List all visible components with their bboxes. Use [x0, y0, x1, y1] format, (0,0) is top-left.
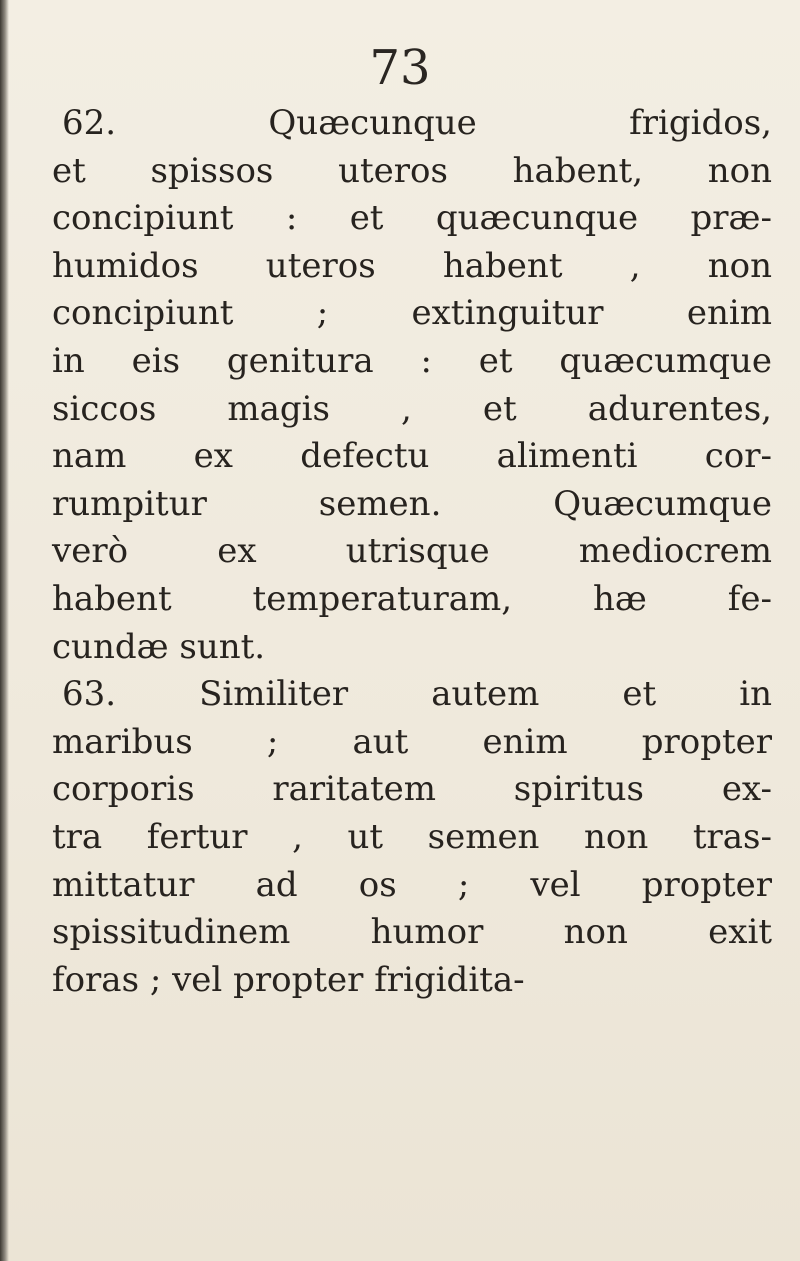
text-line: in eis genitura : et quæcumque	[52, 340, 772, 381]
text-line: maribus ; aut enim propter	[52, 721, 772, 762]
page-number: 73	[369, 40, 431, 96]
text-line: verò ex utrisque mediocrem	[52, 531, 772, 572]
text-line: mittatur ad os ; vel propter	[52, 864, 772, 905]
text-line: nam ex defectu alimenti cor-	[52, 436, 772, 477]
body-text	[52, 100, 772, 1004]
text-line: 63. Similiter autem et in	[62, 674, 772, 715]
text-line: habent temperaturam, hæ fe-	[52, 578, 772, 619]
text-line: et spissos uteros habent, non	[52, 150, 772, 191]
text-line: corporis raritatem spiritus ex-	[52, 769, 772, 810]
text-line: spissitudinem humor non exit	[52, 912, 772, 953]
text-line: tra fertur , ut semen non tras-	[52, 816, 772, 857]
text-line: concipiunt : et quæcunque præ-	[52, 198, 772, 239]
text-line: cundæ sunt.	[52, 626, 266, 667]
text-line: rumpitur semen. Quæcumque	[52, 483, 772, 524]
text-line: concipiunt ; extinguitur enim	[52, 293, 772, 334]
text-line: 62. Quæcunque frigidos,	[62, 103, 772, 143]
text-line: siccos magis , et adurentes,	[52, 388, 772, 429]
text-line: foras ; vel propter frigidita-	[52, 959, 525, 1000]
page-binding-edge	[0, 0, 9, 1261]
text-line: humidos uteros habent , non	[52, 245, 772, 286]
